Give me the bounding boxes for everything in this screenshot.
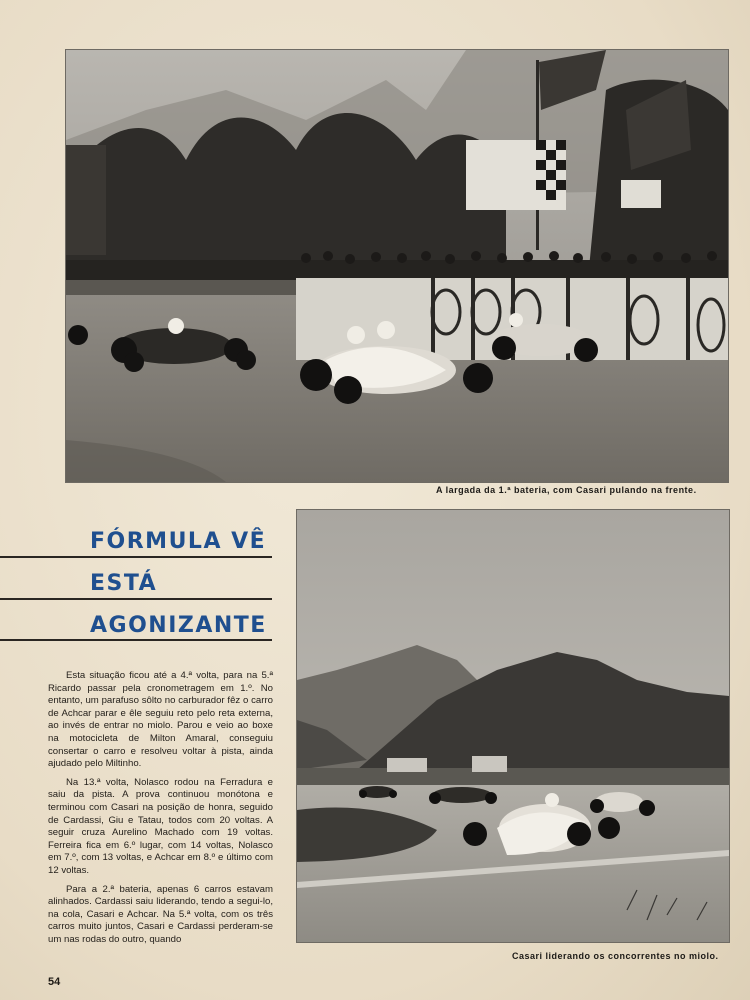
- bottom-photo-caption: Casari liderando os concorrentes no miolo.: [512, 951, 719, 961]
- article-paragraph: Para a 2.ª bateria, apenas 6 carros estavam alinhados. Cardassi saiu liderando, tendo a segui-lo, na cola, Casari e Achcar. Na 5.ª volta, com os três carros muito juntos, Casari e Cardassi perderam-se um nas rodas do outro, quando: [48, 883, 273, 945]
- article-body: [48, 670, 273, 952]
- article-title-line-1: FÓRMULA VÊ: [90, 529, 267, 554]
- title-rule-2: [0, 598, 272, 600]
- title-rule-3: [0, 639, 272, 641]
- article-paragraph: Esta situação ficou até a 4.ª volta, para na 5.ª Ricardo passar pela cronometragem em 1.º. No entanto, um parafuso sôlto no carburador fêz o carro de Achcar parar e êle seguiu reto pelo reta externa, ao invés de entrar no miolo. Parou e veio ao boxe na motocicleta de Milton Amaral, conseguiu consertar o carro e resolveu voltar à pista, ainda ajudado pelo Miltinho.: [48, 670, 273, 770]
- race-start-photo-art: [66, 50, 728, 482]
- race-lead-photo: [297, 510, 729, 942]
- article-title-line-2: ESTÁ: [90, 571, 158, 596]
- top-photo-caption: A largada da 1.ª bateria, com Casari pulando na frente.: [436, 485, 697, 495]
- title-rule-1: [0, 556, 272, 558]
- race-start-photo: [66, 50, 728, 482]
- page-number: 54: [48, 976, 61, 988]
- article-paragraph: Na 13.ª volta, Nolasco rodou na Ferradura e saiu da pista. A prova continuou monótona e terminou com Casari na posição de honra, seguido de Cardassi, Giu e Tatau, todos com 20 voltas. A seguir cruza Aurelino Machado com 19 voltas. Ferreira fica em 6.º lugar, com 14 voltas, Nolasco em 7.º, com 13 voltas, e Achcar em 8.º e último com 12 voltas.: [48, 776, 273, 876]
- race-lead-photo-art: [297, 510, 729, 942]
- article-title-line-3: AGONIZANTE: [90, 613, 267, 638]
